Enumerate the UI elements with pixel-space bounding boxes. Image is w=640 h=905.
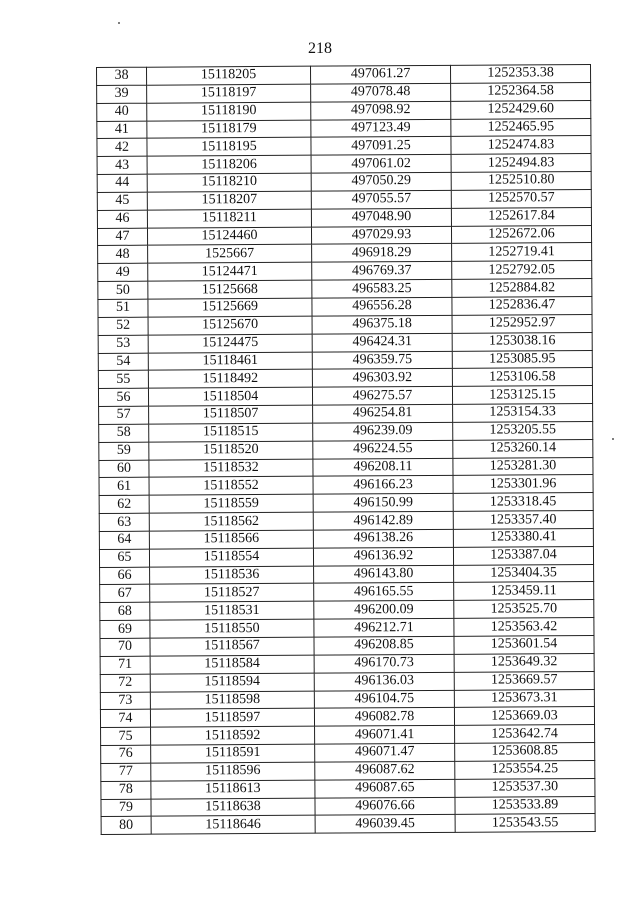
- x-coordinate-cell: 496424.31: [312, 333, 452, 352]
- x-coordinate-cell: 497123.49: [311, 119, 451, 138]
- x-coordinate-cell: 496375.18: [312, 315, 452, 334]
- y-coordinate-cell: 1252672.06: [451, 225, 591, 244]
- y-coordinate-cell: 1253085.95: [452, 350, 592, 369]
- point-number-cell: 64: [99, 531, 149, 549]
- code-cell: 15118205: [147, 66, 311, 85]
- x-coordinate-cell: 496200.09: [314, 601, 454, 620]
- y-coordinate-cell: 1253205.55: [453, 421, 593, 440]
- point-number-cell: 78: [101, 781, 151, 799]
- point-number-cell: 68: [100, 602, 150, 620]
- x-coordinate-cell: 497050.29: [311, 172, 451, 191]
- y-coordinate-cell: 1253301.96: [453, 475, 593, 494]
- scan-speck: [612, 438, 614, 440]
- y-coordinate-cell: 1252510.80: [451, 172, 591, 191]
- point-number-cell: 74: [100, 710, 150, 728]
- point-number-cell: 51: [98, 299, 148, 317]
- x-coordinate-cell: 496170.73: [314, 654, 454, 673]
- x-coordinate-cell: 496087.65: [315, 779, 455, 798]
- code-cell: 15118492: [148, 370, 312, 389]
- code-cell: 15118562: [149, 512, 313, 531]
- coordinates-table-wrapper: [96, 64, 595, 835]
- point-number-cell: 49: [98, 263, 148, 281]
- code-cell: 15124471: [148, 262, 312, 281]
- y-coordinate-cell: 1252494.83: [451, 154, 591, 173]
- point-number-cell: 42: [97, 139, 147, 157]
- point-number-cell: 50: [98, 281, 148, 299]
- y-coordinate-cell: 1252474.83: [451, 136, 591, 155]
- x-coordinate-cell: 497098.92: [311, 101, 451, 120]
- x-coordinate-cell: 496165.55: [314, 583, 454, 602]
- x-coordinate-cell: 496104.75: [314, 690, 454, 709]
- coordinates-table: [96, 64, 596, 835]
- table-row: [101, 814, 595, 835]
- x-coordinate-cell: 496918.29: [312, 244, 452, 263]
- x-coordinate-cell: 496224.55: [313, 440, 453, 459]
- y-coordinate-cell: 1253669.03: [454, 707, 594, 726]
- x-coordinate-cell: 496556.28: [312, 297, 452, 316]
- point-number-cell: 59: [99, 442, 149, 460]
- code-cell: 15118566: [149, 530, 313, 549]
- y-coordinate-cell: 1253601.54: [454, 635, 594, 654]
- code-cell: 15118195: [147, 138, 311, 157]
- point-number-cell: 52: [98, 317, 148, 335]
- point-number-cell: 76: [101, 745, 151, 763]
- x-coordinate-cell: 496143.80: [314, 565, 454, 584]
- code-cell: 15118531: [150, 601, 314, 620]
- point-number-cell: 62: [99, 495, 149, 513]
- code-cell: 15125668: [148, 280, 312, 299]
- y-coordinate-cell: 1253533.89: [455, 796, 595, 815]
- code-cell: 15118550: [150, 619, 314, 638]
- y-coordinate-cell: 1253525.70: [454, 600, 594, 619]
- y-coordinate-cell: 1253537.30: [455, 778, 595, 797]
- code-cell: 15118552: [149, 477, 313, 496]
- point-number-cell: 55: [98, 371, 148, 389]
- x-coordinate-cell: 497091.25: [311, 137, 451, 156]
- point-number-cell: 66: [100, 567, 150, 585]
- point-number-cell: 61: [99, 478, 149, 496]
- y-coordinate-cell: 1252570.57: [451, 189, 591, 208]
- point-number-cell: 70: [100, 638, 150, 656]
- x-coordinate-cell: 497055.57: [311, 190, 451, 209]
- x-coordinate-cell: 496212.71: [314, 618, 454, 637]
- x-coordinate-cell: 496071.47: [315, 743, 455, 762]
- x-coordinate-cell: 496254.81: [313, 404, 453, 423]
- code-cell: 15118520: [149, 441, 313, 460]
- point-number-cell: 41: [97, 121, 147, 139]
- point-number-cell: 43: [97, 156, 147, 174]
- point-number-cell: 69: [100, 620, 150, 638]
- x-coordinate-cell: 497061.27: [310, 65, 450, 84]
- code-cell: 15118504: [148, 387, 312, 406]
- x-coordinate-cell: 496150.99: [313, 494, 453, 513]
- y-coordinate-cell: 1252429.60: [451, 100, 591, 119]
- y-coordinate-cell: 1252364.58: [451, 82, 591, 101]
- y-coordinate-cell: 1252353.38: [450, 64, 590, 83]
- x-coordinate-cell: 496769.37: [312, 262, 452, 281]
- scan-speck: [118, 22, 120, 24]
- y-coordinate-cell: 1253543.55: [455, 814, 595, 833]
- y-coordinate-cell: 1253106.58: [452, 368, 592, 387]
- y-coordinate-cell: 1253038.16: [452, 332, 592, 351]
- x-coordinate-cell: 497078.48: [311, 83, 451, 102]
- code-cell: 15118598: [150, 691, 314, 710]
- code-cell: 15118597: [150, 709, 314, 728]
- code-cell: 15118507: [149, 405, 313, 424]
- point-number-cell: 39: [97, 85, 147, 103]
- y-coordinate-cell: 1252836.47: [452, 296, 592, 315]
- point-number-cell: 45: [97, 192, 147, 210]
- code-cell: 15124460: [147, 227, 311, 246]
- code-cell: 15118592: [151, 726, 315, 745]
- code-cell: 15118596: [151, 762, 315, 781]
- x-coordinate-cell: 496071.41: [315, 726, 455, 745]
- y-coordinate-cell: 1253563.42: [454, 618, 594, 637]
- point-number-cell: 53: [98, 335, 148, 353]
- y-coordinate-cell: 1252617.84: [451, 207, 591, 226]
- x-coordinate-cell: 497061.02: [311, 155, 451, 174]
- point-number-cell: 54: [98, 353, 148, 371]
- point-number-cell: 71: [100, 656, 150, 674]
- x-coordinate-cell: 496208.85: [314, 636, 454, 655]
- x-coordinate-cell: 496082.78: [314, 708, 454, 727]
- code-cell: 15125670: [148, 316, 312, 335]
- code-cell: 15118197: [147, 84, 311, 103]
- code-cell: 15118532: [149, 459, 313, 478]
- code-cell: 15118206: [147, 155, 311, 174]
- y-coordinate-cell: 1252884.82: [452, 279, 592, 298]
- x-coordinate-cell: 496087.62: [315, 761, 455, 780]
- x-coordinate-cell: 496303.92: [312, 369, 452, 388]
- code-cell: 15118211: [147, 209, 311, 228]
- y-coordinate-cell: 1253404.35: [454, 564, 594, 583]
- x-coordinate-cell: 496136.92: [313, 547, 453, 566]
- y-coordinate-cell: 1253608.85: [455, 743, 595, 762]
- x-coordinate-cell: 496136.03: [314, 672, 454, 691]
- x-coordinate-cell: 496138.26: [313, 529, 453, 548]
- point-number-cell: 44: [97, 174, 147, 192]
- point-number-cell: 40: [97, 103, 147, 121]
- x-coordinate-cell: 496239.09: [313, 422, 453, 441]
- y-coordinate-cell: 1253642.74: [455, 725, 595, 744]
- point-number-cell: 72: [100, 674, 150, 692]
- x-coordinate-cell: 497029.93: [311, 226, 451, 245]
- point-number-cell: 67: [100, 585, 150, 603]
- point-number-cell: 63: [99, 513, 149, 531]
- y-coordinate-cell: 1253318.45: [453, 493, 593, 512]
- point-number-cell: 60: [99, 460, 149, 478]
- y-coordinate-cell: 1253669.57: [454, 671, 594, 690]
- y-coordinate-cell: 1253387.04: [453, 546, 593, 565]
- x-coordinate-cell: 496583.25: [312, 279, 452, 298]
- y-coordinate-cell: 1253281.30: [453, 457, 593, 476]
- code-cell: 15118584: [150, 655, 314, 674]
- code-cell: 15118613: [151, 780, 315, 799]
- code-cell: 1525667: [148, 245, 312, 264]
- code-cell: 15118646: [151, 816, 315, 835]
- code-cell: 15118461: [148, 352, 312, 371]
- code-cell: 15118554: [149, 548, 313, 567]
- x-coordinate-cell: 496076.66: [315, 797, 455, 816]
- y-coordinate-cell: 1253260.14: [453, 439, 593, 458]
- code-cell: 15124475: [148, 334, 312, 353]
- table-body: [97, 64, 596, 834]
- code-cell: 15118594: [150, 673, 314, 692]
- point-number-cell: 80: [101, 817, 151, 835]
- y-coordinate-cell: 1253554.25: [455, 760, 595, 779]
- code-cell: 15118559: [149, 494, 313, 513]
- x-coordinate-cell: 497048.90: [311, 208, 451, 227]
- y-coordinate-cell: 1253380.41: [453, 528, 593, 547]
- code-cell: 15118190: [147, 102, 311, 121]
- code-cell: 15118567: [150, 637, 314, 656]
- y-coordinate-cell: 1252792.05: [452, 261, 592, 280]
- point-number-cell: 79: [101, 799, 151, 817]
- code-cell: 15125669: [148, 298, 312, 317]
- y-coordinate-cell: 1252719.41: [452, 243, 592, 262]
- point-number-cell: 77: [101, 763, 151, 781]
- code-cell: 15118638: [151, 798, 315, 817]
- y-coordinate-cell: 1253649.32: [454, 653, 594, 672]
- x-coordinate-cell: 496142.89: [313, 511, 453, 530]
- x-coordinate-cell: 496166.23: [313, 476, 453, 495]
- x-coordinate-cell: 496359.75: [312, 351, 452, 370]
- y-coordinate-cell: 1253459.11: [454, 582, 594, 601]
- y-coordinate-cell: 1253357.40: [453, 511, 593, 530]
- code-cell: 15118207: [147, 191, 311, 210]
- y-coordinate-cell: 1253125.15: [452, 386, 592, 405]
- point-number-cell: 75: [101, 727, 151, 745]
- code-cell: 15118591: [151, 744, 315, 763]
- point-number-cell: 38: [97, 67, 147, 85]
- point-number-cell: 73: [100, 692, 150, 710]
- point-number-cell: 48: [98, 246, 148, 264]
- point-number-cell: 56: [98, 388, 148, 406]
- y-coordinate-cell: 1253673.31: [454, 689, 594, 708]
- point-number-cell: 65: [99, 549, 149, 567]
- point-number-cell: 57: [99, 406, 149, 424]
- x-coordinate-cell: 496039.45: [315, 815, 455, 834]
- y-coordinate-cell: 1253154.33: [453, 404, 593, 423]
- y-coordinate-cell: 1252465.95: [451, 118, 591, 137]
- y-coordinate-cell: 1252952.97: [452, 314, 592, 333]
- x-coordinate-cell: 496208.11: [313, 458, 453, 477]
- x-coordinate-cell: 496275.57: [312, 387, 452, 406]
- code-cell: 15118179: [147, 120, 311, 139]
- point-number-cell: 58: [99, 424, 149, 442]
- code-cell: 15118527: [150, 584, 314, 603]
- page-number: 218: [308, 40, 332, 57]
- code-cell: 15118515: [149, 423, 313, 442]
- point-number-cell: 46: [97, 210, 147, 228]
- code-cell: 15118210: [147, 173, 311, 192]
- point-number-cell: 47: [97, 228, 147, 246]
- code-cell: 15118536: [150, 566, 314, 585]
